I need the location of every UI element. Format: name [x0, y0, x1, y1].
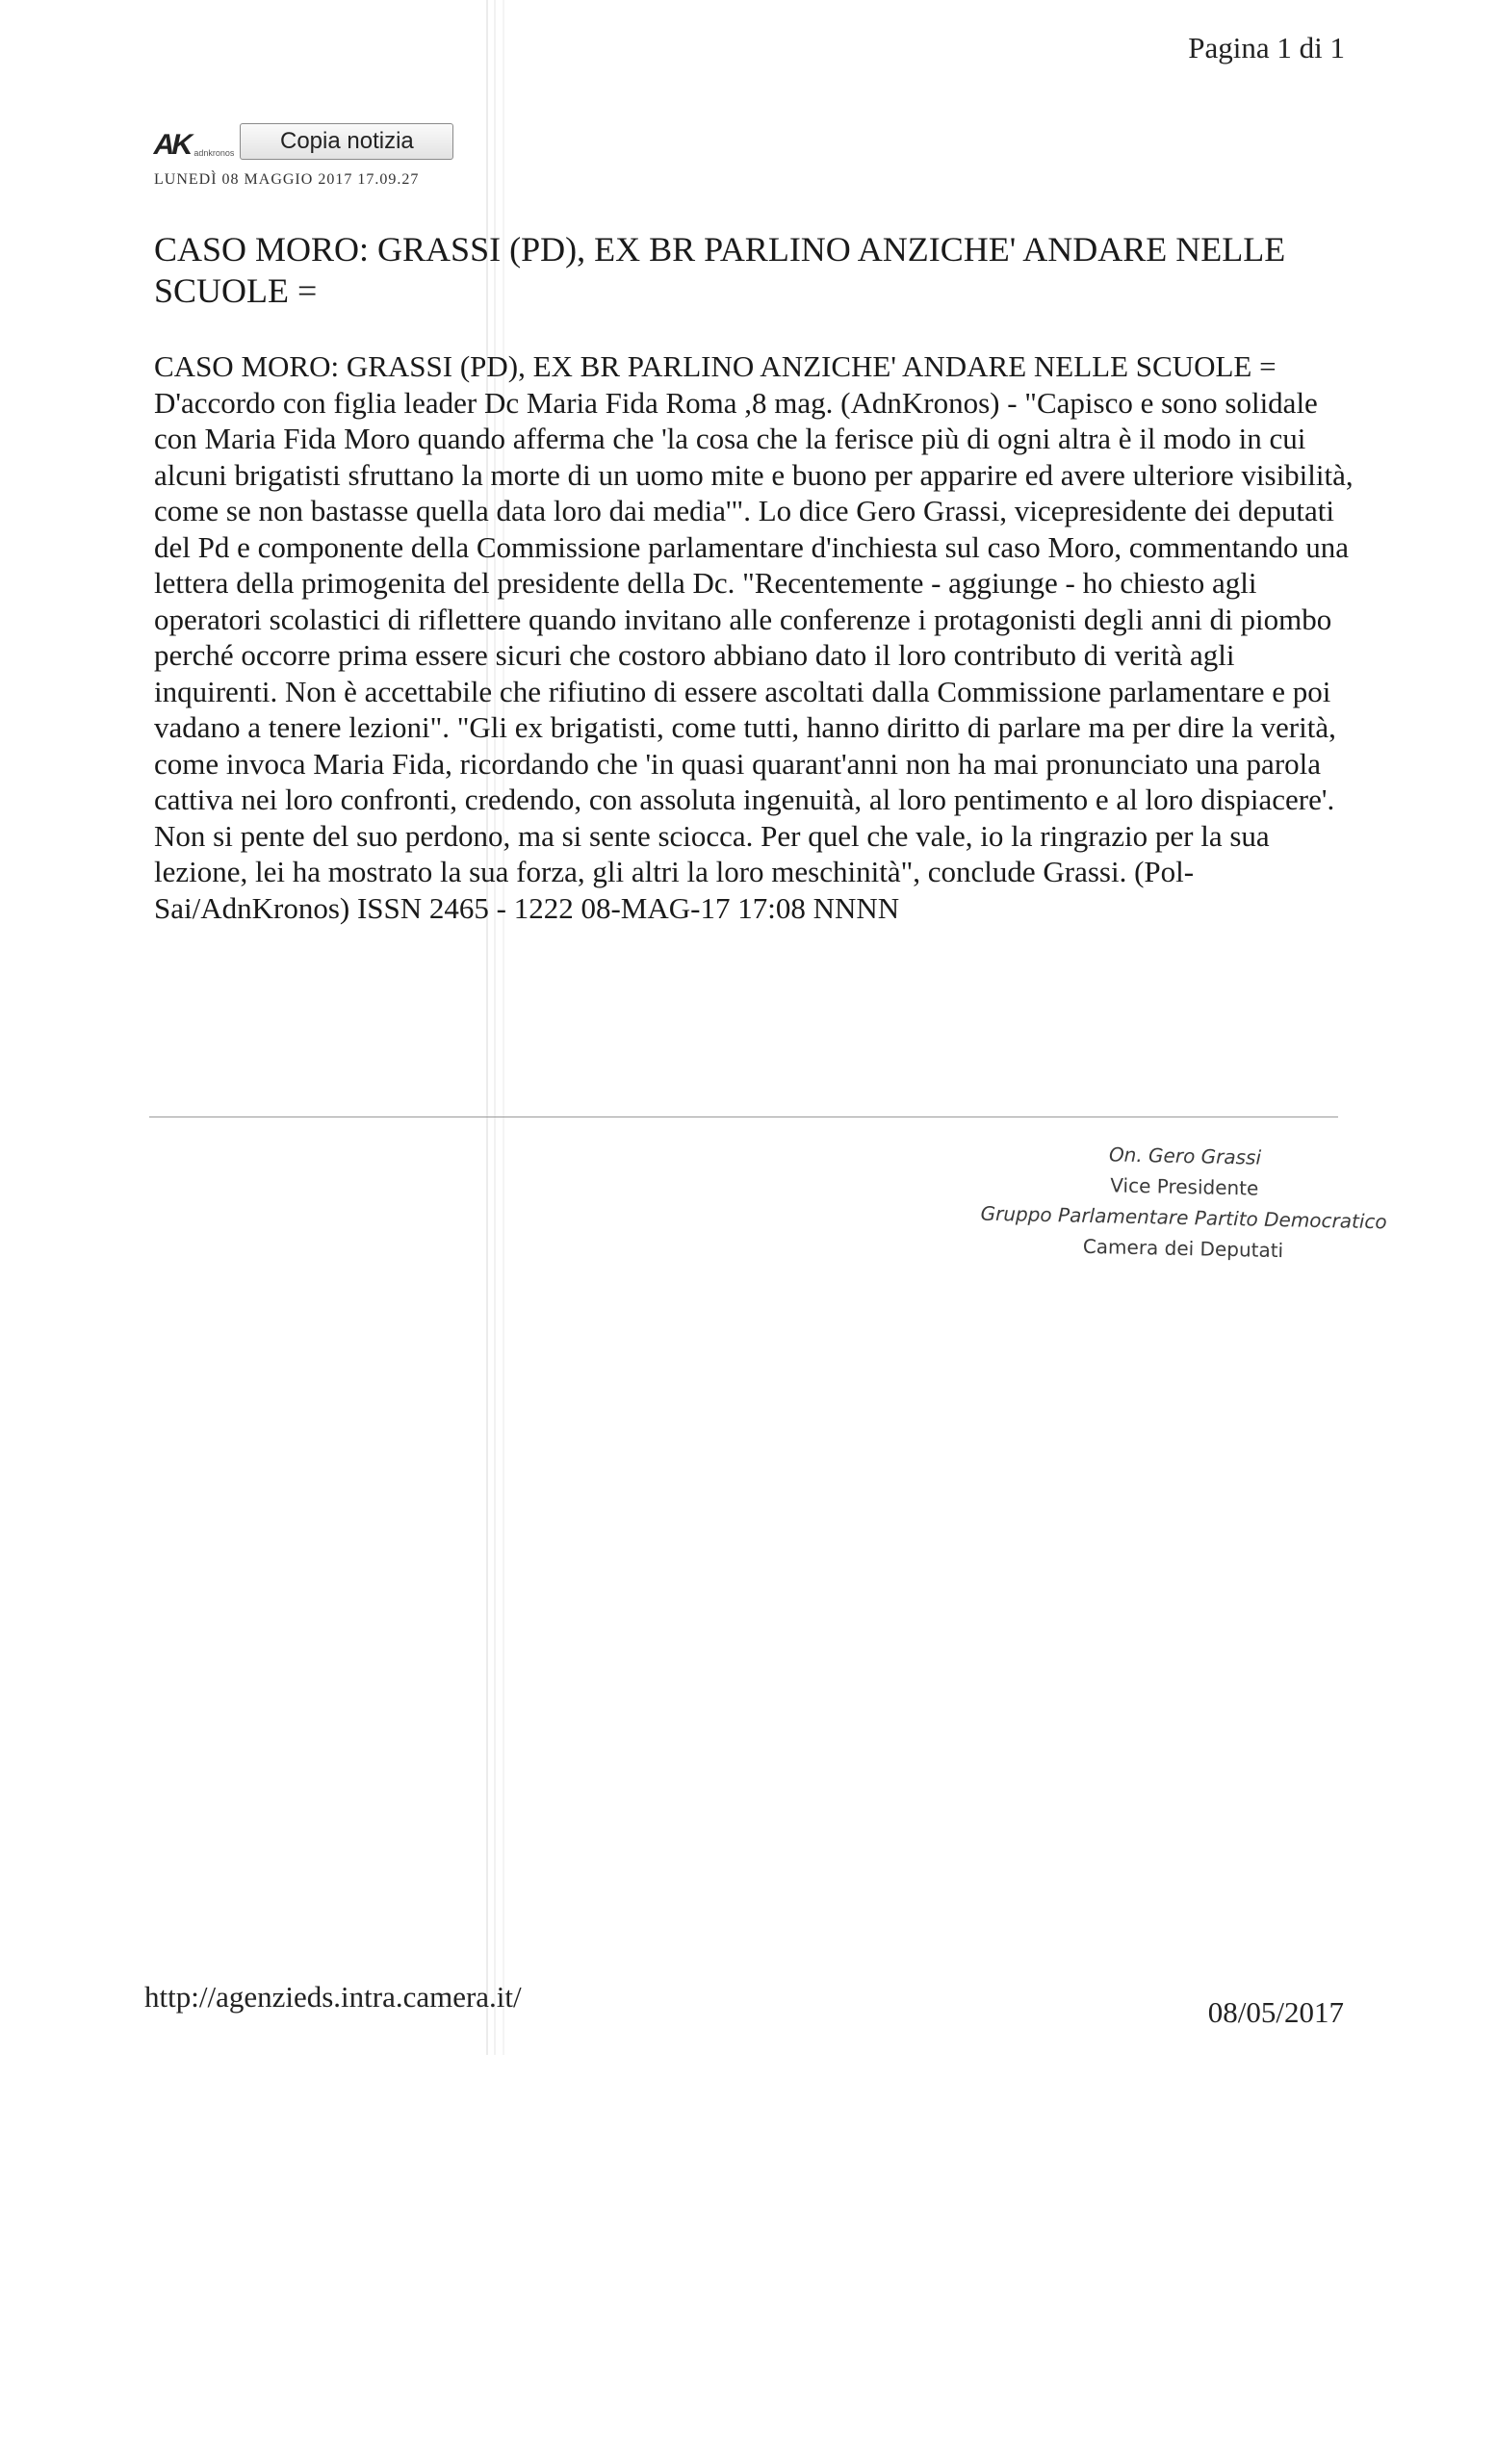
stamp-name: On. Gero Grassi — [1108, 1142, 1262, 1169]
footer-url: http://agenzieds.intra.camera.it/ — [144, 1980, 522, 2014]
adnkronos-logo — [150, 127, 235, 161]
adnkronos-logo-text: adnkronos — [193, 148, 235, 158]
adnkronos-logo-icon: AK — [150, 129, 193, 161]
stamp-institution: Camera dei Deputati — [1082, 1234, 1284, 1263]
footer-date: 08/05/2017 — [1207, 1995, 1344, 2029]
separator-line — [149, 1116, 1338, 1117]
signature-stamp — [971, 1136, 1398, 1268]
article-headline: CASO MORO: GRASSI (PD), EX BR PARLINO ANZICHE' ANDARE NELLE SCUOLE = — [154, 230, 1286, 310]
stamp-role: Vice Presidente — [1110, 1173, 1259, 1200]
stamp-group: Gruppo Parlamentare Partito Democratico — [980, 1201, 1387, 1234]
news-source-bar — [150, 123, 453, 161]
page-number: Pagina 1 di 1 — [1188, 31, 1345, 64]
copy-news-button[interactable]: Copia notizia — [240, 123, 453, 160]
dateline: LUNEDÌ 08 MAGGIO 2017 17.09.27 — [154, 171, 420, 188]
article-body: CASO MORO: GRASSI (PD), EX BR PARLINO ANZICHE' ANDARE NELLE SCUOLE = D'accordo con figlia leader Dc Maria Fida Roma ,8 mag. (AdnKronos) - "Capisco e sono solidale con Maria Fida Moro quando afferma che 'la cosa che la ferisce più di ogni altra è il modo in cui alcuni brigatisti sfruttano la morte di un uomo mite e buono per apparire ed avere ulteriore visibilità, come se non bastasse quella data loro dai media'". Lo dice Gero Grassi, vicepresidente dei deputati del Pd e componente della Commissione parlamentare d'inchiesta sul caso Moro, commentando una lettera della primogenita del presidente della Dc. "Recentemente - aggiunge - ho chiesto agli operatori scolastici di riflettere quando invitano alle conferenze i protagonisti degli anni di piombo perché occorre prima essere sicuri che costoro abbiano dato il loro contributo di verità agli inquirenti. Non è accettabile che rifiutino di essere ascoltati dalla Commissione parlamentare e poi vadano a tenere lezioni". "Gli ex brigatisti, come tutti, hanno diritto di parlare ma per dire la verità, come invoca Maria Fida, ricordando che 'in quasi quarant'anni non ha mai pronunciato una parola cattiva nei loro confronti, credendo, con assoluta ingenuità, al loro pentimento e al loro dispiacere'. Non si pente del suo perdono, ma si sente sciocca. Per quel che vale, io la ringrazio per la sua lezione, lei ha mostrato la sua forza, gli altri la loro meschinità", conclude Grassi. (Pol-Sai/AdnKronos) ISSN 2465 - 1222 08-MAG-17 17:08 NNNN — [154, 349, 1354, 925]
